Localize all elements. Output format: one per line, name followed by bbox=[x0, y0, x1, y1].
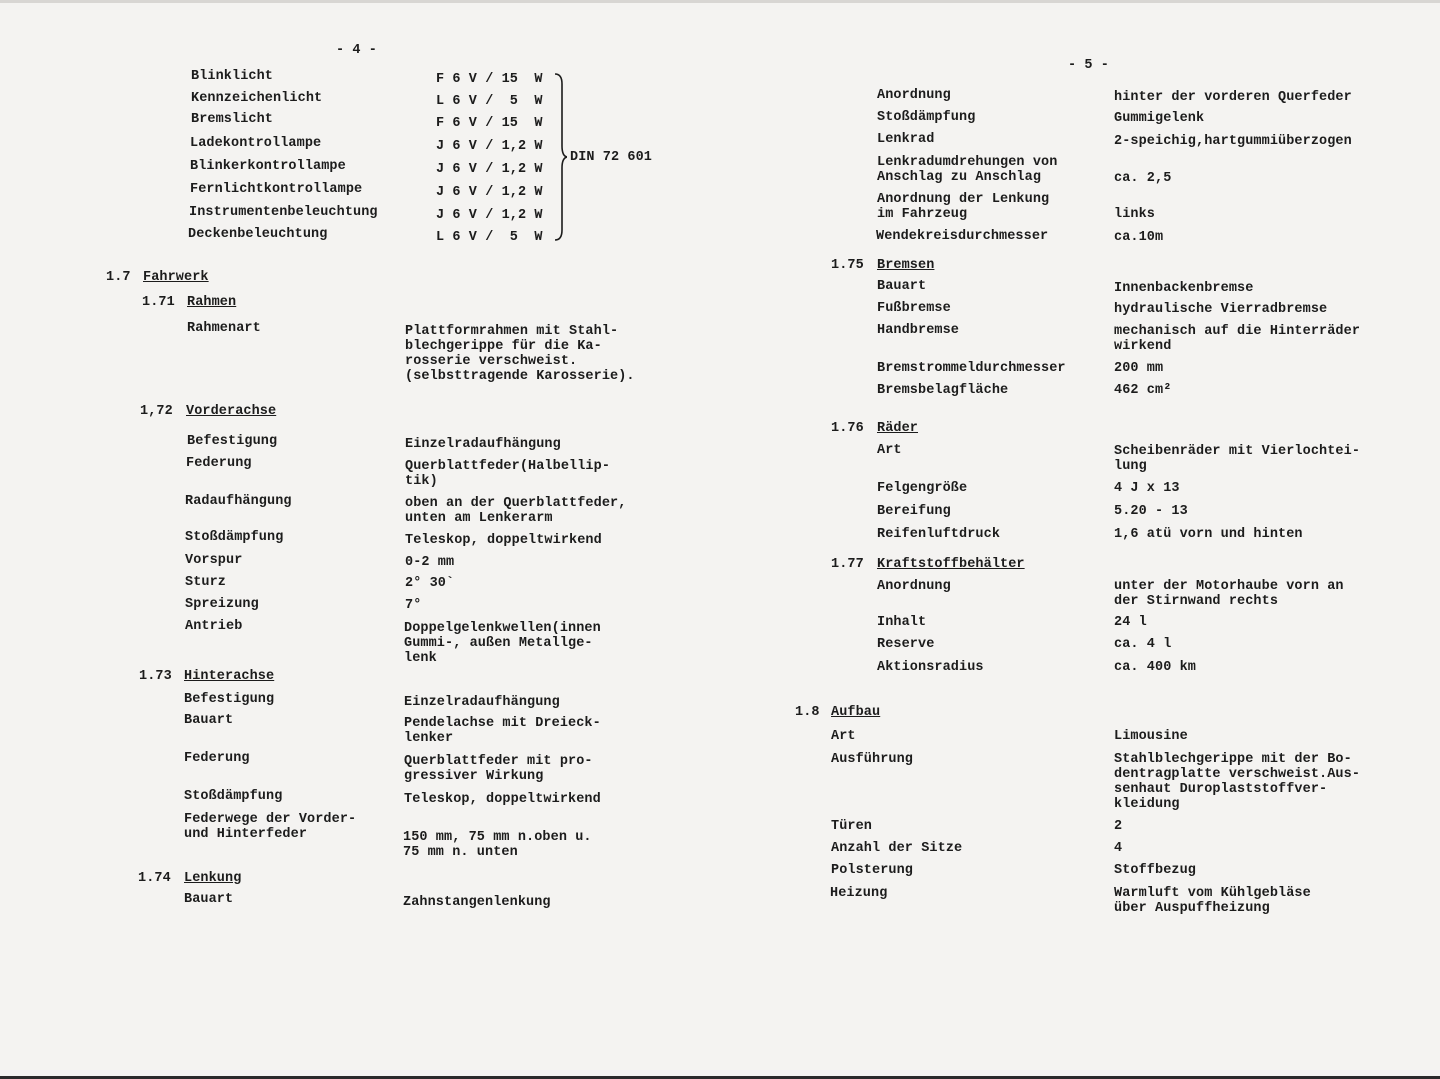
section-number: 1.74 bbox=[138, 871, 171, 886]
lamp-name: Blinkerkontrollampe bbox=[190, 159, 346, 174]
spec-label: Fußbremse bbox=[877, 301, 951, 316]
spec-label: Stoßdämpfung bbox=[877, 110, 976, 125]
spec-label: Radaufhängung bbox=[185, 494, 292, 509]
section-number: 1.76 bbox=[831, 421, 864, 436]
spec-label: Anordnung bbox=[877, 579, 951, 594]
spec-label: Heizung bbox=[830, 886, 888, 901]
spec-value: oben an der Querblattfeder, unten am Lenkerarm bbox=[405, 496, 627, 526]
spec-value: Querblattfeder(Halbellip- tik) bbox=[405, 459, 611, 489]
lamp-name: Blinklicht bbox=[191, 69, 274, 84]
lamp-name: Bremslicht bbox=[191, 112, 274, 127]
lamp-spec: F 6 V / 15 W bbox=[436, 116, 543, 131]
section-title: Fahrwerk bbox=[143, 270, 209, 285]
spec-label: Reserve bbox=[877, 637, 935, 652]
spec-value: 5.20 - 13 bbox=[1114, 504, 1188, 519]
spec-value: Einzelradaufhängung bbox=[405, 437, 561, 452]
spec-label: Befestigung bbox=[184, 692, 275, 707]
section-number: 1,72 bbox=[140, 404, 173, 419]
section-title: Räder bbox=[877, 421, 919, 436]
spec-value: 24 l bbox=[1114, 615, 1147, 630]
section-title: Aufbau bbox=[831, 705, 881, 720]
spec-value: mechanisch auf die Hinterräder wirkend bbox=[1114, 324, 1361, 354]
section-number: 1.71 bbox=[142, 295, 175, 310]
spec-label: Anordnung der Lenkung im Fahrzeug bbox=[877, 192, 1050, 222]
section-title: Vorderachse bbox=[186, 404, 277, 419]
din-norm: DIN 72 601 bbox=[570, 150, 653, 165]
lamp-name: Ladekontrollampe bbox=[190, 136, 322, 151]
lamp-spec: J 6 V / 1,2 W bbox=[436, 208, 543, 223]
spec-value: hydraulische Vierradbremse bbox=[1114, 302, 1328, 317]
spec-label: Aktionsradius bbox=[877, 660, 984, 675]
spec-value: Zahnstangenlenkung bbox=[403, 895, 551, 910]
spec-value: 2-speichig,hartgummiüberzogen bbox=[1114, 134, 1352, 149]
section-title: Hinterachse bbox=[184, 669, 275, 684]
section-number: 1.7 bbox=[106, 270, 131, 285]
spec-value: 4 J x 13 bbox=[1114, 481, 1180, 496]
spec-label: Anordnung bbox=[877, 88, 951, 103]
spec-label: Stoßdämpfung bbox=[184, 789, 283, 804]
spec-value: 7° bbox=[405, 598, 422, 613]
spec-label: Rahmenart bbox=[187, 321, 261, 336]
lamp-spec: L 6 V / 5 W bbox=[436, 230, 543, 245]
lamp-spec: F 6 V / 15 W bbox=[436, 72, 543, 87]
spec-label: Polsterung bbox=[831, 863, 914, 878]
spec-label: Federwege der Vorder- und Hinterfeder bbox=[184, 812, 357, 842]
spec-label: Antrieb bbox=[185, 619, 243, 634]
spec-value: 200 mm bbox=[1114, 361, 1164, 376]
spec-label: Bauart bbox=[184, 892, 234, 907]
spec-value: Plattformrahmen mit Stahl- blechgerippe für die Ka- rosserie verschweist. (selbsttragende Karosserie). bbox=[405, 324, 635, 384]
section-title: Bremsen bbox=[877, 258, 935, 273]
spec-value: links bbox=[1114, 207, 1156, 222]
spec-value: 4 bbox=[1114, 841, 1123, 856]
page-5 bbox=[720, 0, 1440, 1079]
curly-brace-icon bbox=[553, 72, 567, 242]
spec-value: 2° 30` bbox=[405, 576, 455, 591]
spec-value: Gummigelenk bbox=[1114, 111, 1205, 126]
spec-value: ca. 4 l bbox=[1114, 637, 1172, 652]
spec-value: ca. 400 km bbox=[1114, 660, 1197, 675]
spec-label: Lenkradumdrehungen von Anschlag zu Anschlag bbox=[877, 155, 1058, 185]
spec-label: Inhalt bbox=[877, 615, 927, 630]
page-number: - 4 - bbox=[336, 43, 378, 58]
lamp-name: Fernlichtkontrollampe bbox=[190, 182, 363, 197]
lamp-name: Instrumentenbeleuchtung bbox=[189, 205, 378, 220]
section-number: 1.77 bbox=[831, 557, 864, 572]
lamp-spec: J 6 V / 1,2 W bbox=[436, 139, 543, 154]
spec-label: Stoßdämpfung bbox=[185, 530, 284, 545]
section-number: 1.73 bbox=[139, 669, 172, 684]
spec-value: 150 mm, 75 mm n.oben u. 75 mm n. unten bbox=[403, 830, 592, 860]
spec-label: Spreizung bbox=[185, 597, 259, 612]
spec-value: Einzelradaufhängung bbox=[404, 695, 560, 710]
spec-label: Federung bbox=[186, 456, 252, 471]
spec-label: Anzahl der Sitze bbox=[831, 841, 963, 856]
spec-label: Reifenluftdruck bbox=[877, 527, 1001, 542]
spec-label: Wendekreisdurchmesser bbox=[876, 229, 1049, 244]
spec-label: Befestigung bbox=[187, 434, 278, 449]
section-title: Lenkung bbox=[184, 871, 242, 886]
spec-label: Handbremse bbox=[877, 323, 960, 338]
spec-label: Art bbox=[831, 729, 856, 744]
spec-value: Querblattfeder mit pro- gressiver Wirkung bbox=[404, 754, 593, 784]
spec-label: Bremsbelagfläche bbox=[877, 383, 1009, 398]
spec-value: Doppelgelenkwellen(innen Gummi-, außen Metallge- lenk bbox=[404, 621, 601, 666]
spec-value: hinter der vorderen Querfeder bbox=[1114, 90, 1352, 105]
spec-value: Teleskop, doppeltwirkend bbox=[404, 792, 601, 807]
spec-value: unter der Motorhaube vorn an der Stirnwand rechts bbox=[1114, 579, 1344, 609]
section-number: 1.8 bbox=[795, 705, 820, 720]
spec-label: Bauart bbox=[877, 279, 927, 294]
section-title: Rahmen bbox=[187, 295, 237, 310]
lamp-name: Kennzeichenlicht bbox=[191, 91, 323, 106]
spec-value: Stahlblechgerippe mit der Bo- dentragplatte verschweist.Aus- senhaut Duroplaststoffver- kleidung bbox=[1114, 752, 1361, 812]
spec-value: Stoffbezug bbox=[1114, 863, 1197, 878]
spec-value: ca. 2,5 bbox=[1114, 171, 1172, 186]
spec-value: 0-2 mm bbox=[405, 555, 455, 570]
spec-value: Pendelachse mit Dreieck- lenker bbox=[404, 716, 601, 746]
spec-label: Ausführung bbox=[831, 752, 914, 767]
section-title: Kraftstoffbehälter bbox=[877, 557, 1025, 572]
spec-value: 462 cm² bbox=[1114, 383, 1172, 398]
lamp-name: Deckenbeleuchtung bbox=[188, 227, 328, 242]
spec-value: 1,6 atü vorn und hinten bbox=[1114, 527, 1303, 542]
spec-value: 2 bbox=[1114, 819, 1123, 834]
page-number: - 5 - bbox=[1068, 58, 1110, 73]
section-number: 1.75 bbox=[831, 258, 864, 273]
spec-value: Limousine bbox=[1114, 729, 1188, 744]
spec-label: Bremstrommeldurchmesser bbox=[877, 361, 1066, 376]
spec-label: Vorspur bbox=[185, 553, 243, 568]
spec-label: Art bbox=[877, 443, 902, 458]
spec-label: Felgengröße bbox=[877, 481, 968, 496]
spec-label: Sturz bbox=[185, 575, 227, 590]
lamp-spec: J 6 V / 1,2 W bbox=[436, 162, 543, 177]
spec-value: Innenbackenbremse bbox=[1114, 281, 1254, 296]
spec-value: ca.10m bbox=[1114, 230, 1164, 245]
spec-value: Warmluft vom Kühlgebläse über Auspuffheizung bbox=[1114, 886, 1311, 916]
spec-label: Bauart bbox=[184, 713, 234, 728]
spec-label: Lenkrad bbox=[877, 132, 935, 147]
spec-value: Scheibenräder mit Vierlochtei- lung bbox=[1114, 444, 1361, 474]
spec-label: Türen bbox=[831, 819, 873, 834]
spec-value: Teleskop, doppeltwirkend bbox=[405, 533, 602, 548]
lamp-spec: J 6 V / 1,2 W bbox=[436, 185, 543, 200]
spec-label: Federung bbox=[184, 751, 250, 766]
spec-label: Bereifung bbox=[877, 504, 951, 519]
lamp-spec: L 6 V / 5 W bbox=[436, 94, 543, 109]
